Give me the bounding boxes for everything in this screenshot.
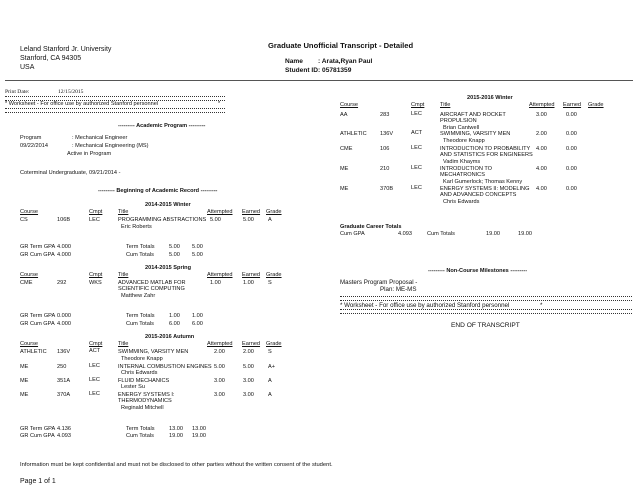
col-course: Course [20,341,39,347]
col-earned: Earned [242,272,261,278]
cum-totals-earned: 6.00 [192,321,203,327]
course-attempted: 4.00 [536,146,547,152]
course-number: 106 [380,146,390,152]
term-totals-attempted: 1.00 [169,313,180,319]
course-earned: 3.00 [243,378,254,384]
course-dept: CME [20,280,33,286]
course-title: INTERNAL COMBUSTION ENGINES [118,364,212,370]
student-name-label: Name [285,58,303,65]
course-earned: 0.00 [566,112,577,118]
course-earned: 0.00 [566,146,577,152]
col-title: Title [118,341,129,347]
degree-value: : Mechanical Engineering (MS) [72,143,149,149]
term-totals-attempted: 5.00 [169,244,180,250]
course-instructor: Eric Roberts [121,224,152,230]
course-instructor: Reginald Mitchell [121,405,164,411]
course-title-line2: PROPULSION [440,118,477,124]
course-component: LEC [411,111,422,117]
university-city: Stanford, CA 94305 [20,55,82,62]
milestones-heading: --------- Non-Course Milestones --------- [428,268,528,274]
course-attempted: 4.00 [536,166,547,172]
course-title: PROGRAMMING ABSTRACTIONS [118,217,207,223]
student-id-value: : 05781359 [318,67,352,74]
course-number: 250 [57,364,67,370]
term-heading: 2014-2015 Winter [145,202,191,208]
career-totals-heading: Graduate Career Totals [340,224,402,230]
academic-program-heading: --------- Academic Program --------- [118,123,206,129]
col-earned: Earned [563,102,582,108]
course-title-line2: AND STATISTICS FOR ENGINEERS [440,152,533,158]
university-address [20,45,111,72]
course-earned: 5.00 [243,364,254,370]
course-dept: CS [20,217,28,223]
course-earned: 2.00 [243,349,254,355]
cum-gpa-value: 4.000 [57,321,71,327]
cum-gpa-value: 4.093 [57,433,71,439]
course-component: LEC [411,145,422,151]
col-grade: Grade [266,272,282,278]
course-title: SWIMMING, VARSITY MEN [118,349,189,355]
col-title: Title [118,209,129,215]
col-attempted: Attempted [529,102,555,108]
career-cum-totals-label: Cum Totals [427,231,455,237]
col-cmpt: Cmpt [89,272,103,278]
worksheet-bottom-rule [5,108,225,113]
course-instructor: Vadim Khayms [443,159,481,165]
col-course: Course [20,209,39,215]
student-id-label: Student ID [285,67,318,74]
header-divider [5,80,633,81]
term-gpa-label: GR Term GPA [20,313,56,319]
col-grade: Grade [266,341,282,347]
worksheet-star: * [540,302,543,309]
course-title-line2: SCIENTIFIC COMPUTING [118,286,185,292]
career-cum-gpa-label: Cum GPA [340,231,365,237]
course-instructor: Chris Edwards [121,370,158,376]
col-course: Course [20,272,39,278]
course-instructor: Karl Gumerlock; Thomas Kenny [443,179,523,185]
course-earned: 0.00 [566,186,577,192]
course-dept: ME [340,166,349,172]
course-earned: 1.00 [243,280,254,286]
course-component: ACT [89,348,101,354]
course-component: LEC [411,185,422,191]
course-title: ENERGY SYSTEMS I: [118,392,175,398]
course-earned: 0.00 [566,131,577,137]
course-title: ADVANCED MATLAB FOR [118,280,186,286]
term-heading: 2015-2016 Autumn [145,334,195,340]
course-title: INTRODUCTION TO PROBABILITY [440,146,531,152]
col-cmpt: Cmpt [89,209,103,215]
col-cmpt: Cmpt [89,341,103,347]
col-earned: Earned [242,209,261,215]
course-attempted: 2.00 [536,131,547,137]
course-dept: AA [340,112,348,118]
term-totals-attempted: 13.00 [169,426,183,432]
end-of-transcript: END OF TRANSCRIPT [451,322,520,329]
record-heading: --------- Beginning of Academic Record --------- [98,188,218,194]
confidentiality-note: Information must be kept confidential and must not be disclosed to other parties without the written consent of the student. [20,462,333,468]
print-date-label: Print Date: [5,89,30,95]
course-component: LEC [411,165,422,171]
course-title: INTRODUCTION TO [440,166,493,172]
course-title-line2: THERMODYNAMICS [118,398,172,404]
course-dept: CME [340,146,353,152]
worksheet-top-rule [340,296,632,301]
col-attempted: Attempted [207,209,233,215]
course-number: 292 [57,280,67,286]
program-label: Program [20,135,42,141]
course-grade: S [268,280,272,286]
course-grade: S [268,349,272,355]
course-component: LEC [89,391,100,397]
term-gpa-label: GR Term GPA [20,244,56,250]
course-earned: 3.00 [243,392,254,398]
cum-totals-earned: 19.00 [192,433,206,439]
cum-gpa-label: GR Cum GPA [20,433,55,439]
course-instructor: Brian Cantwell [443,125,480,131]
course-title: AIRCRAFT AND ROCKET [440,112,506,118]
cum-gpa-value: 4.000 [57,252,71,258]
course-instructor: Theodore Knapp [443,138,485,144]
course-instructor: Chris Edwards [443,199,480,205]
course-component: ACT [411,130,423,136]
course-title: FLUID MECHANICS [118,378,170,384]
cum-totals-earned: 5.00 [192,252,203,258]
term-gpa-value: 0.000 [57,313,71,319]
course-grade: A [268,217,272,223]
course-number: 136V [380,131,394,137]
term-heading: 2014-2015 Spring [145,265,192,271]
document-title: Graduate Unofficial Transcript - Detailed [268,41,414,50]
course-dept: ME [20,378,29,384]
course-attempted: 1.00 [210,280,221,286]
course-attempted: 4.00 [536,186,547,192]
col-title: Title [440,102,451,108]
term-gpa-value: 4.136 [57,426,71,432]
course-title: ENERGY SYSTEMS II: MODELING [440,186,530,192]
course-dept: ME [340,186,349,192]
course-attempted: 5.00 [214,364,225,370]
course-dept: ATHLETIC [20,349,47,355]
worksheet-note: * Worksheet - For office use by authorized Stanford personnel [340,302,510,309]
col-course: Course [340,102,359,108]
col-grade: Grade [266,209,282,215]
col-earned: Earned [242,341,261,347]
term-totals-earned: 5.00 [192,244,203,250]
col-grade: Grade [588,102,604,108]
course-grade: A [268,392,272,398]
course-component: LEC [89,363,100,369]
term-gpa-value: 4.000 [57,244,71,250]
course-component: LEC [89,217,100,223]
col-title: Title [118,272,129,278]
course-grade: A [268,378,272,384]
program-status: Active in Program [67,151,112,157]
course-dept: ME [20,364,29,370]
term-totals-earned: 13.00 [192,426,206,432]
page-number: Page 1 of 1 [20,478,56,485]
col-attempted: Attempted [207,341,233,347]
course-instructor: Theodore Knapp [121,356,163,362]
cum-gpa-label: GR Cum GPA [20,252,55,258]
coterminal-note: Coterminal Undergraduate, 09/21/2014 - [20,170,121,176]
course-component: LEC [89,377,100,383]
course-attempted: 2.00 [214,349,225,355]
course-title: SWIMMING, VARSITY MEN [440,131,511,137]
col-attempted: Attempted [207,272,233,278]
career-cum-earned: 19.00 [518,231,532,237]
course-instructor: Lester Su [121,384,145,390]
cum-totals-attempted: 6.00 [169,321,180,327]
course-dept: ATHLETIC [340,131,367,137]
course-attempted: 3.00 [214,392,225,398]
course-dept: ME [20,392,29,398]
term-totals-label: Term Totals [126,426,155,432]
course-earned: 0.00 [566,166,577,172]
course-number: 136V [57,349,71,355]
course-title-line2: MECHATRONICS [440,172,485,178]
course-number: 210 [380,166,390,172]
term-totals-label: Term Totals [126,244,155,250]
cum-totals-label: Cum Totals [126,252,154,258]
course-number: 370A [57,392,71,398]
worksheet-note: * Worksheet - For office use by authorized Stanford personnel [5,101,159,107]
cum-totals-label: Cum Totals [126,321,154,327]
course-instructor: Matthew Zahr [121,293,156,299]
print-date-value: 12/15/2015 [58,89,84,95]
career-cum-attempted: 19.00 [486,231,500,237]
course-number: 106B [57,217,71,223]
cum-totals-attempted: 19.00 [169,433,183,439]
course-title-line2: AND ADVANCED CONCEPTS [440,192,517,198]
program-value: : Mechanical Engineer [72,135,128,141]
university-country: USA [20,64,35,71]
milestone-line2: Plan: ME-MS [380,286,417,293]
col-cmpt: Cmpt [411,102,425,108]
university-name: Leland Stanford Jr. University [20,46,112,53]
course-grade: A+ [268,364,275,370]
course-number: 370B [380,186,394,192]
course-attempted: 3.00 [536,112,547,118]
worksheet-bottom-rule [340,309,632,314]
term-gpa-label: GR Term GPA [20,426,56,432]
term-totals-earned: 1.00 [192,313,203,319]
term-heading: 2015-2016 Winter [467,95,513,101]
course-number: 351A [57,378,71,384]
course-attempted: 5.00 [210,217,221,223]
cum-totals-attempted: 5.00 [169,252,180,258]
course-number: 283 [380,112,390,118]
course-attempted: 3.00 [214,378,225,384]
term-totals-label: Term Totals [126,313,155,319]
cum-gpa-label: GR Cum GPA [20,321,55,327]
career-cum-gpa-value: 4.093 [398,231,412,237]
student-name-value: : Arata,Ryan Paul [318,58,373,65]
program-date: 09/22/2014 [20,143,48,149]
milestone-line1: Masters Program Proposal - [340,279,418,286]
course-earned: 5.00 [243,217,254,223]
worksheet-star: * [218,101,221,107]
course-component: WKS [89,280,102,286]
cum-totals-label: Cum Totals [126,433,154,439]
